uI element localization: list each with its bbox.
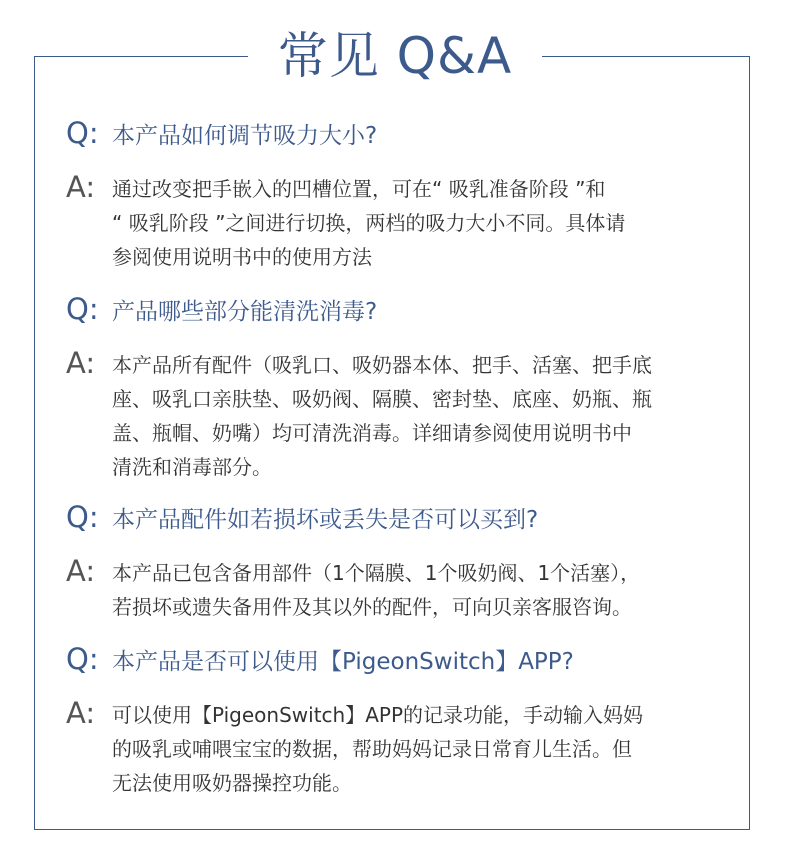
question-marker: Q:	[66, 116, 99, 150]
answer-line: 参阅使用说明书中的使用方法	[112, 245, 372, 269]
qa-item-3	[66, 500, 730, 624]
question-marker: Q:	[66, 292, 99, 326]
answer-marker: A:	[66, 170, 96, 204]
answer-marker: A:	[66, 346, 96, 380]
answer-line: “ 吸乳阶段 ”之间进行切换，两档的吸力大小不同。具体请	[112, 211, 626, 235]
answer-text	[112, 556, 718, 624]
answer-marker: A:	[66, 554, 96, 588]
qa-list	[66, 116, 730, 800]
answer-line: 若损坏或遗失备用件及其以外的配件，可向贝亲客服咨询。	[112, 595, 632, 619]
title-container	[248, 14, 542, 98]
question-text: 本产品配件如若损坏或丢失是否可以买到?	[112, 507, 539, 533]
answer-line: 清洗和消毒部分。	[112, 455, 272, 479]
answer-marker: A:	[66, 696, 96, 730]
question-text: 本产品是否可以使用【PigeonSwitch】APP?	[112, 649, 574, 675]
answer-line: 通过改变把手嵌入的凹槽位置，可在“ 吸乳准备阶段 ”和	[112, 177, 606, 201]
question-row	[66, 500, 730, 546]
question-marker: Q:	[66, 500, 99, 534]
question-row	[66, 116, 730, 162]
answer-text	[112, 172, 718, 274]
page-title: 常见 Q&A	[277, 27, 513, 85]
answer-line: 本产品已包含备用部件（1个隔膜、1个吸奶阀、1个活塞），	[112, 561, 641, 585]
answer-text	[112, 348, 718, 484]
question-marker: Q:	[66, 642, 99, 676]
answer-line: 的吸乳或哺喂宝宝的数据，帮助妈妈记录日常育儿生活。但	[112, 737, 632, 761]
answer-row	[66, 698, 730, 800]
answer-line: 无法使用吸奶器操控功能。	[112, 771, 352, 795]
answer-row	[66, 348, 730, 484]
answer-row	[66, 556, 730, 624]
answer-line: 盖、瓶帽、奶嘴）均可清洗消毒。详细请参阅使用说明书中	[112, 421, 632, 445]
qa-item-4	[66, 642, 730, 800]
answer-line: 可以使用【PigeonSwitch】APP的记录功能，手动输入妈妈	[112, 703, 644, 727]
question-row	[66, 292, 730, 338]
question-text: 本产品如何调节吸力大小?	[112, 123, 378, 149]
answer-line: 座、吸乳口亲肤垫、吸奶阀、隔膜、密封垫、底座、奶瓶、瓶	[112, 387, 652, 411]
answer-row	[66, 172, 730, 274]
answer-text	[112, 698, 718, 800]
question-row	[66, 642, 730, 688]
qa-item-1	[66, 116, 730, 274]
answer-line: 本产品所有配件（吸乳口、吸奶器本体、把手、活塞、把手底	[112, 353, 652, 377]
qa-item-2	[66, 292, 730, 484]
question-text: 产品哪些部分能清洗消毒?	[112, 299, 378, 325]
